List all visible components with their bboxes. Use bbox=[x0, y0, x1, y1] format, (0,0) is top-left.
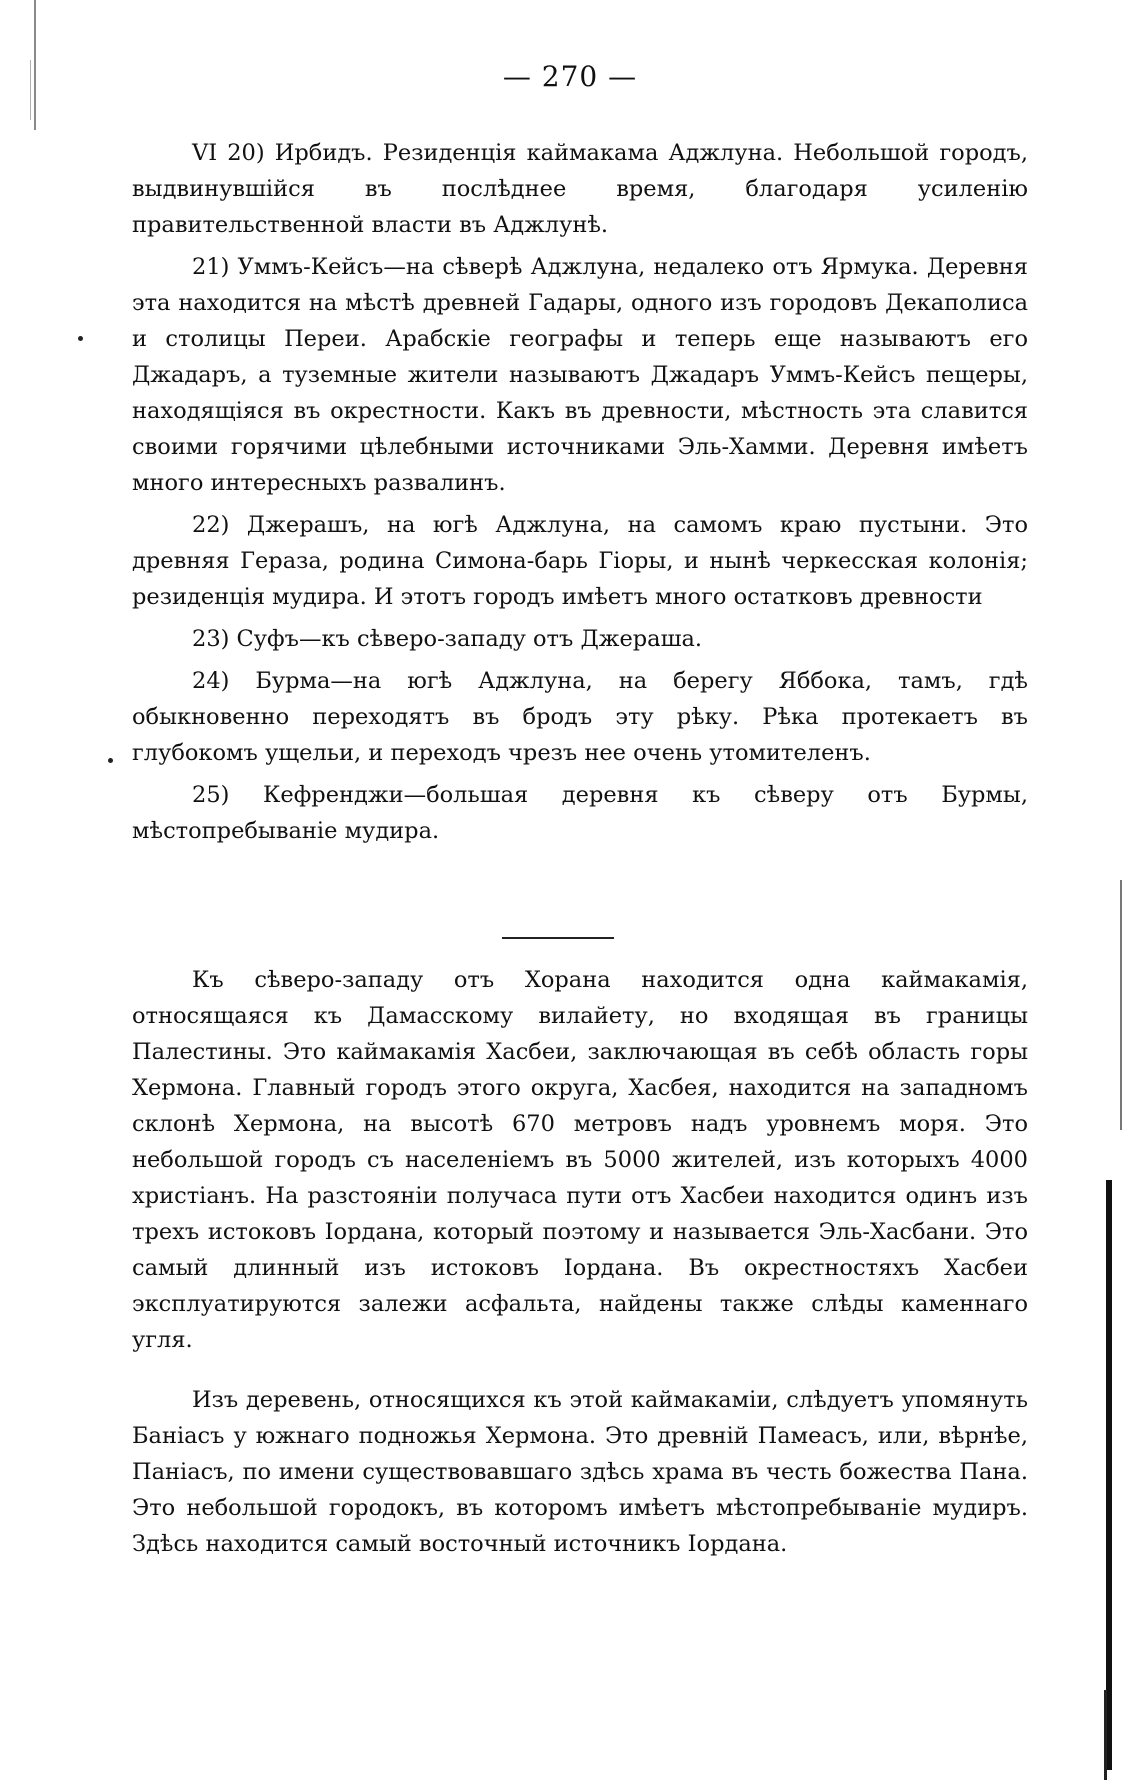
entry-irbid: VI 20) Ирбидъ. Резиденція каймакама Аджлуна. Небольшой городъ, выдвинувшійся въ послѣднее время, благодаря усиленію правительственной власти въ Аджлунѣ. bbox=[132, 140, 1028, 238]
paragraph-hasbeya: Къ сѣверо-западу отъ Хорана находится одна каймакамія, относящаяся къ Дамасскому вилайету, но входящая въ границы Палестины. Это каймакамія Хасбеи, заключающая въ себѣ область горы Хермона. Главный городъ этого округа, Хасбея, находится на западномъ склонѣ Хермона, на высотѣ 670 метровъ надъ уровнемъ моря. Это небольшой городъ съ населеніемъ въ 5000 жителей, изъ которыхъ 4000 христіанъ. На разстояніи получаса пути отъ Хасбеи находится одинъ изъ трехъ истоковъ Іордана, который поэтому и называется Эль-Хасбани. Это самый длинный изъ истоковъ Іордана. Въ окрестностяхъ Хасбеи эксплуатируются залежи асфальта, найдены также слѣды каменнаго угля. bbox=[132, 967, 1028, 1353]
page-edge-shadow-right-tail bbox=[1104, 1690, 1107, 1780]
entry-kefrenji: 25) Кефренджи—большая деревня къ сѣверу отъ Бурмы, мѣстопребываніе мудира. bbox=[132, 782, 1028, 844]
paragraph-gap bbox=[132, 1364, 1028, 1382]
entry-burma: 24) Бурма—на югѣ Аджлуна, на берегу Яббока, тамъ, гдѣ обыкновенно переходятъ въ бродъ эту рѣку. Рѣка протекаетъ въ глубокомъ ущельи, и переходъ чрезъ нее очень утомителенъ. bbox=[132, 668, 1028, 766]
paragraph-banias: Изъ деревень, относящихся къ этой каймакаміи, слѣдуетъ упомянуть Баніасъ у южнаго подножья Хермона. Это древній Памеасъ, или, вѣрнѣе, Паніасъ, по имени существовавшаго здѣсь храма въ честь божества Пана. Это небольшой городокъ, въ которомъ имѣетъ мѣстопребываніе мудиръ. Здѣсь находится самый восточный источникъ Іордана. bbox=[132, 1387, 1028, 1557]
village-list bbox=[132, 135, 1028, 855]
entry-umm-qais: 21) Уммъ-Кейсъ—на сѣверѣ Аджлуна, недалеко отъ Ярмука. Деревня эта находится на мѣстѣ древней Гадары, одного изъ городовъ Декаполиса и столицы Переи. Арабскіе географы и теперь еще называютъ его Джадаръ, а туземные жители называютъ Джадаръ Уммъ-Кейсъ пещеры, находящіяся въ окрестности. Какъ въ древности, мѣстность эта славится своими горячими цѣлебными источниками Эль-Хамми. Деревня имѣетъ много интересныхъ развалинъ. bbox=[132, 254, 1028, 496]
hasbeya-section bbox=[132, 962, 1028, 1568]
entry-jerash: 22) Джерашъ, на югѣ Аджлуна, на самомъ краю пустыни. Это древняя Гераза, родина Симона-барь Гіоры, и нынѣ черкесская колонія; резиденція мудира. И этотъ городъ имѣетъ много остатковъ древности bbox=[132, 512, 1028, 610]
section-divider bbox=[502, 937, 614, 939]
page-number: — 270 — bbox=[502, 60, 638, 93]
print-speck bbox=[108, 758, 113, 763]
entry-suf: 23) Суфъ—къ сѣверо-западу отъ Джераша. bbox=[192, 626, 703, 652]
page-edge-shadow-right-bold bbox=[1106, 1180, 1112, 1770]
page-edge-shadow-right-thin bbox=[1120, 880, 1122, 1130]
print-speck bbox=[78, 336, 83, 341]
